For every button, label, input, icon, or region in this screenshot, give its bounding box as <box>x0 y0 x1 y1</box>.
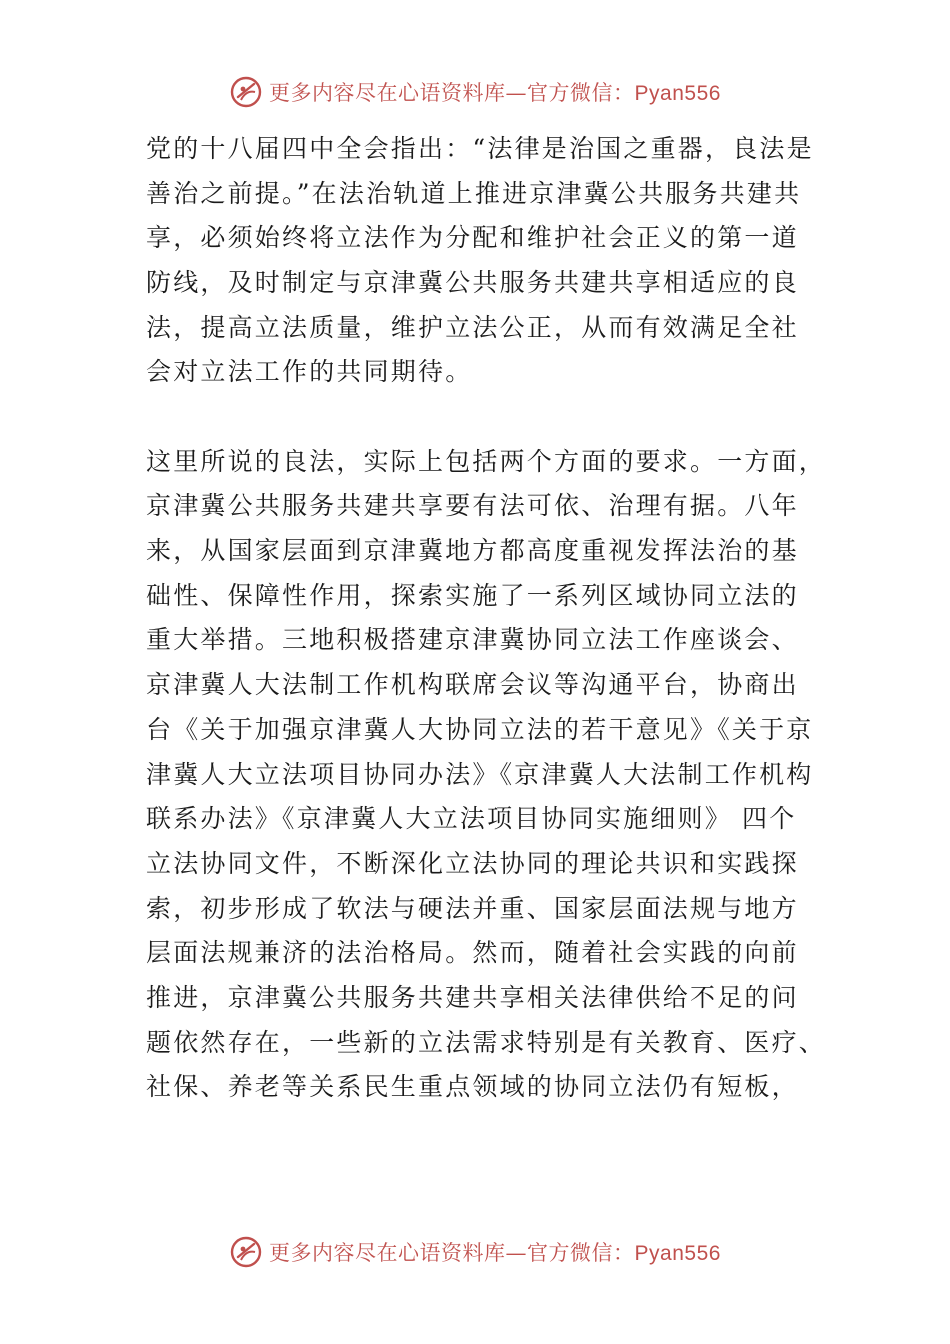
text-line: 重大举措。三地积极搭建京津冀协同立法工作座谈会、 <box>146 625 799 655</box>
text-line: 党的十八届四中全会指出：“法律是治国之重器，良法是 <box>146 134 814 163</box>
wechat-handle: Pyan556 <box>634 82 721 105</box>
library-logo-icon <box>229 1235 263 1269</box>
text-line: 津冀人大立法项目协同办法》《京津冀人大法制工作机构 <box>146 759 814 789</box>
text-line: 推进，京津冀公共服务共建共享相关法律供给不足的问 <box>146 982 799 1012</box>
text-line: 社保、养老等关系民生重点领域的协同立法仍有短板， <box>146 1072 799 1102</box>
banner-text: 更多内容尽在心语资料库—官方微信：Pyan556 <box>269 1241 721 1265</box>
text-line: 会对立法工作的共同期待。 <box>146 357 473 387</box>
text-line: 台《关于加强京津冀人大协同立法的若干意见》《关于京 <box>146 714 814 744</box>
banner-text: 更多内容尽在心语资料库—官方微信：Pyan556 <box>269 81 721 105</box>
text-line: 立法协同文件，不断深化立法协同的理论共识和实践探 <box>146 848 799 878</box>
paragraph-1 <box>146 127 816 395</box>
text-line: 京津冀人大法制工作机构联席会议等沟通平台，协商出 <box>146 670 799 700</box>
text-line: 防线，及时制定与京津冀公共服务共建共享相适应的良 <box>146 268 799 298</box>
text-line: 索，初步形成了软法与硬法并重、国家层面法规与地方 <box>146 893 799 923</box>
text-line: 享，必须始终将立法作为分配和维护社会正义的第一道 <box>146 223 799 253</box>
text-line: 来，从国家层面到京津冀地方都高度重视发挥法治的基 <box>146 536 799 566</box>
text-line: 层面法规兼济的法治格局。然而，随着社会实践的向前 <box>146 938 799 968</box>
header-banner <box>0 72 950 112</box>
text-line: 京津冀公共服务共建共享要有法可依、治理有据。八年 <box>146 491 799 521</box>
text-line: 联系办法》《京津冀人大立法项目协同实施细则》 四个 <box>146 804 797 834</box>
text-line: 础性、保障性作用，探索实施了一系列区域协同立法的 <box>146 580 799 610</box>
library-logo-icon <box>229 75 263 109</box>
text-line: 这里所说的良法，实际上包括两个方面的要求。一方面， <box>146 446 827 476</box>
text-line: 题依然存在，一些新的立法需求特别是有关教育、医疗、 <box>146 1027 827 1057</box>
paragraph-2 <box>146 440 827 1110</box>
text-line: 善治之前提。”在法治轨道上推进京津冀公共服务共建共 <box>146 178 802 208</box>
wechat-handle: Pyan556 <box>634 1242 721 1265</box>
document-body <box>146 127 827 1110</box>
footer-banner <box>0 1232 950 1272</box>
text-line: 法，提高立法质量，维护立法公正，从而有效满足全社 <box>146 312 799 342</box>
